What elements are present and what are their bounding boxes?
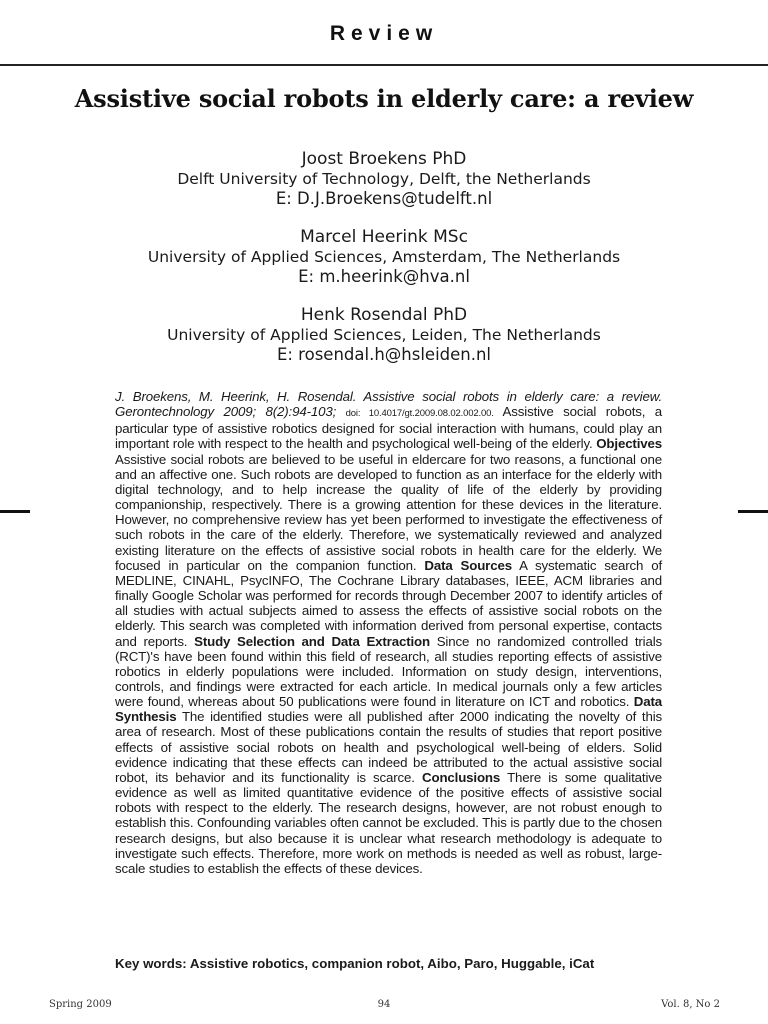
left-margin-mark <box>0 510 30 513</box>
author-block-3 <box>0 304 768 365</box>
keywords: Key words: Assistive robotics, companion robot, Aibo, Paro, Huggable, iCat <box>115 956 595 971</box>
abstract-doi: doi: 10.4017/gt.2009.08.02.002.00. <box>345 408 494 420</box>
author-block-2 <box>0 226 768 287</box>
data-synthesis-heading: Data Synthesis <box>115 694 662 725</box>
abstract-intro: Assistive social robots, a particular type of assistive robotics designed for social interaction with humans, could play an important role with respect to the health and psychological well-being of the elderly. <box>115 404 663 452</box>
header-divider <box>0 64 768 66</box>
author-name: Henk Rosendal PhD <box>300 305 468 325</box>
study-selection-text: Since no randomized controlled trials (RCT)'s have been found within this field of research, all studies reporting effects of assistive robotics in elderly populations were included. Information on study design, interventions, controls, and findings were extracted for each article. In medical journals only a few articles were found, whereas about 50 publications were found in literature on ICT and robotics. <box>115 633 662 710</box>
author-affiliation: Delft University of Technology, Delft, the Netherlands <box>177 170 591 188</box>
footer-issue-season: Spring 2009 <box>49 999 112 1010</box>
section-label: Review <box>329 22 439 45</box>
objectives-heading: Objectives <box>596 436 662 452</box>
right-margin-mark <box>738 510 768 513</box>
abstract-citation: J. Broekens, M. Heerink, H. Rosendal. Assistive social robots in elderly care: a review. Gerontechnology 2009; 8(2):94-103; <box>115 389 662 420</box>
footer-volume: Vol. 8, No 2 <box>661 999 720 1010</box>
objectives-text: Assistive social robots are believed to be useful in eldercare for two reasons, a functional one and an affective one. Such robots are developed to function as an interface for the elderly with digital technology, and to help increase the quality of life of the elderly by providing companionship, respectively. There is a growing attention for these devices in the literature. However, no comprehensive review has yet been performed to investigate the effectiveness of such robots in the care of the elderly. Therefore, we systematically reviewed and analyzed existing literature on the effects of assistive social robots in health care for the elderly. We focused in particular on the companion function. <box>115 451 662 573</box>
page-number: 94 <box>377 999 391 1010</box>
data-sources-text: A systematic search of MEDLINE, CINAHL, PsycINFO, The Cochrane Library databases, IEEE, ACM libraries and finally Google Scholar was performed for records through December 2007 to identify articles of all studies with actual subjects aimed to assess the effects of assistive social robots on the elderly. This search was completed with information derived from personal expertise, contacts and reports. <box>115 557 662 649</box>
author-affiliation: University of Applied Sciences, Amsterdam, The Netherlands <box>147 248 621 266</box>
conclusions-text: There is some qualitative evidence as well as limited quantitative evidence of the positive effects of assistive social robots with respect to the elderly. The research designs, however, are not robust enough to establish this. Confounding variables often cannot be excluded. This is partly due to the chosen research designs, but also because it is unclear what research methodology is adequate to investigate such effects. Therefore, more work on methods is needed as well as robust, large-scale studies to establish the effects of these devices. <box>115 769 662 876</box>
author-name: Marcel Heerink MSc <box>300 227 468 247</box>
author-email: E: D.J.Broekens@tudelft.nl <box>275 189 493 208</box>
author-block-1 <box>0 148 768 209</box>
author-email: E: rosendal.h@hsleiden.nl <box>276 345 492 364</box>
data-sources-heading: Data Sources <box>424 557 512 573</box>
author-name: Joost Broekens PhD <box>301 149 467 169</box>
study-selection-heading: Study Selection and Data Extraction <box>194 633 430 649</box>
article-title: Assistive social robots in elderly care: a review <box>74 84 694 113</box>
data-synthesis-text: The identified studies were all published after 2000 indicating the novelty of this area of research. Most of these publications contain the results of studies that report positive effects of assistive social robots on health and psychological well-being of elders. Solid evidence indicating that these effects can indeed be attributed to the actual assistive social robot, its behavior and its functionality is scarce. <box>115 709 662 785</box>
author-affiliation: University of Applied Sciences, Leiden, The Netherlands <box>167 326 601 344</box>
conclusions-heading: Conclusions <box>422 769 501 785</box>
author-email: E: m.heerink@hva.nl <box>298 267 470 286</box>
abstract <box>115 389 662 876</box>
